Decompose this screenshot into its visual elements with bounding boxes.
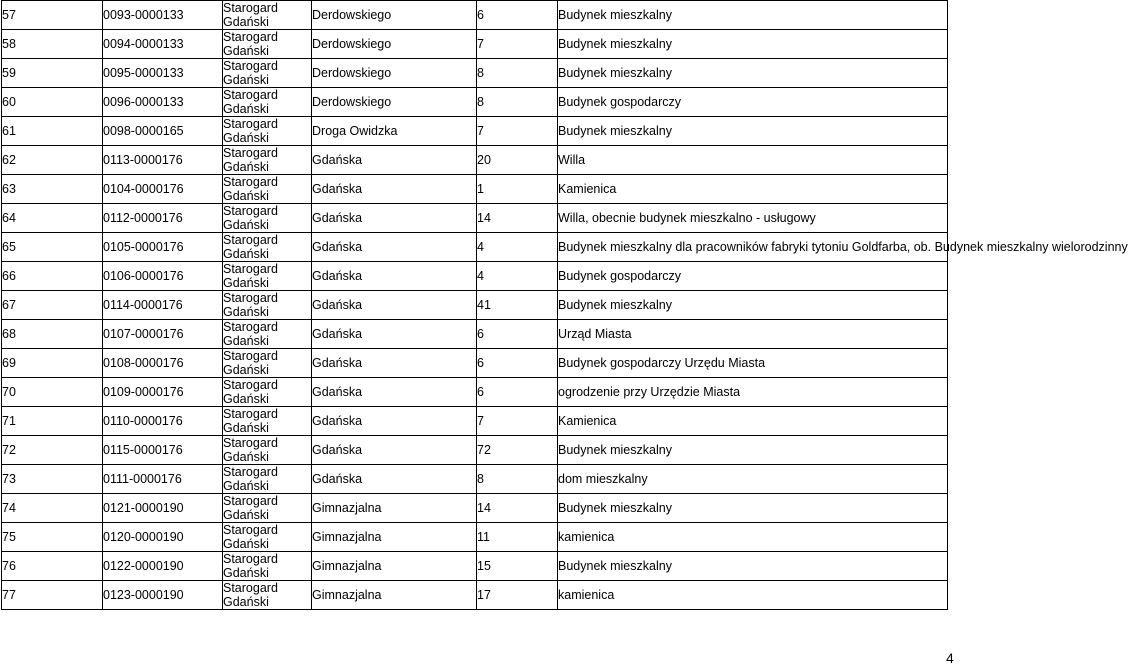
- town-line-1: Starogard: [223, 88, 278, 102]
- table-row: [2, 291, 948, 320]
- register-id-cell: 0107-0000176: [103, 320, 223, 349]
- register-id-cell: 0113-0000176: [103, 146, 223, 175]
- town-cell: [223, 117, 312, 146]
- description-cell: Budynek mieszkalny: [558, 436, 948, 465]
- monument-register-table: [1, 0, 1128, 610]
- row-number-cell: 65: [2, 233, 103, 262]
- street-cell: Gdańska: [312, 349, 477, 378]
- town-line-1: Starogard: [223, 117, 278, 131]
- row-number-cell: 60: [2, 88, 103, 117]
- register-id-cell: 0111-0000176: [103, 465, 223, 494]
- town-line-1: Starogard: [223, 146, 278, 160]
- town-cell: [223, 291, 312, 320]
- town-line-2: Gdański: [223, 566, 269, 580]
- town-line-1: Starogard: [223, 378, 278, 392]
- town-cell: [223, 204, 312, 233]
- description-cell: Budynek mieszkalny: [558, 1, 948, 30]
- town-line-2: Gdański: [223, 450, 269, 464]
- town-cell: [223, 146, 312, 175]
- description-cell: Budynek mieszkalny: [558, 494, 948, 523]
- street-cell: Derdowskiego: [312, 59, 477, 88]
- street-cell: Gdańska: [312, 175, 477, 204]
- street-cell: Derdowskiego: [312, 1, 477, 30]
- register-id-cell: 0120-0000190: [103, 523, 223, 552]
- row-number-cell: 72: [2, 436, 103, 465]
- town-line-2: Gdański: [223, 392, 269, 406]
- town-cell: [223, 552, 312, 581]
- description-cell: Budynek gospodarczy Urzędu Miasta: [558, 349, 948, 378]
- town-line-2: Gdański: [223, 218, 269, 232]
- table-row: [2, 88, 948, 117]
- description-cell: Budynek mieszkalny: [558, 552, 948, 581]
- table-row: [2, 59, 948, 88]
- town-cell: [223, 494, 312, 523]
- register-id-cell: 0114-0000176: [103, 291, 223, 320]
- description-cell: Willa, obecnie budynek mieszkalno - usługowy: [558, 204, 948, 233]
- town-line-1: Starogard: [223, 349, 278, 363]
- table-row: [2, 581, 948, 610]
- town-line-2: Gdański: [223, 131, 269, 145]
- town-line-2: Gdański: [223, 479, 269, 493]
- page-number: 4: [946, 650, 954, 666]
- town-line-1: Starogard: [223, 262, 278, 276]
- town-cell: [223, 1, 312, 30]
- description-cell: kamienica: [558, 523, 948, 552]
- description-cell: Kamienica: [558, 175, 948, 204]
- town-line-2: Gdański: [223, 73, 269, 87]
- town-line-2: Gdański: [223, 595, 269, 609]
- row-number-cell: 74: [2, 494, 103, 523]
- row-number-cell: 64: [2, 204, 103, 233]
- house-number-cell: 7: [477, 30, 558, 59]
- street-cell: Gdańska: [312, 407, 477, 436]
- house-number-cell: 7: [477, 117, 558, 146]
- row-number-cell: 77: [2, 581, 103, 610]
- description-cell: Budynek gospodarczy: [558, 262, 948, 291]
- row-number-cell: 68: [2, 320, 103, 349]
- town-line-1: Starogard: [223, 30, 278, 44]
- town-line-2: Gdański: [223, 363, 269, 377]
- street-cell: Derdowskiego: [312, 30, 477, 59]
- street-cell: Droga Owidzka: [312, 117, 477, 146]
- table-row: [2, 494, 948, 523]
- town-cell: [223, 349, 312, 378]
- description-cell: Urząd Miasta: [558, 320, 948, 349]
- town-line-2: Gdański: [223, 44, 269, 58]
- town-line-1: Starogard: [223, 494, 278, 508]
- table-row: [2, 436, 948, 465]
- town-cell: [223, 88, 312, 117]
- register-id-cell: 0096-0000133: [103, 88, 223, 117]
- house-number-cell: 11: [477, 523, 558, 552]
- register-id-cell: 0108-0000176: [103, 349, 223, 378]
- town-cell: [223, 30, 312, 59]
- street-cell: Gimnazjalna: [312, 494, 477, 523]
- town-line-2: Gdański: [223, 508, 269, 522]
- description-cell: Willa: [558, 146, 948, 175]
- register-id-cell: 0105-0000176: [103, 233, 223, 262]
- street-cell: Gdańska: [312, 378, 477, 407]
- register-id-cell: 0104-0000176: [103, 175, 223, 204]
- house-number-cell: 8: [477, 88, 558, 117]
- description-cell: Budynek mieszkalny dla pracowników fabryki tytoniu Goldfarba, ob. Budynek mieszkalny wielorodzinny: [558, 233, 948, 262]
- register-id-cell: 0106-0000176: [103, 262, 223, 291]
- description-cell: Kamienica: [558, 407, 948, 436]
- house-number-cell: 17: [477, 581, 558, 610]
- table-row: [2, 552, 948, 581]
- street-cell: Gdańska: [312, 233, 477, 262]
- row-number-cell: 63: [2, 175, 103, 204]
- row-number-cell: 59: [2, 59, 103, 88]
- town-line-2: Gdański: [223, 276, 269, 290]
- town-cell: [223, 378, 312, 407]
- town-line-1: Starogard: [223, 204, 278, 218]
- register-id-cell: 0098-0000165: [103, 117, 223, 146]
- town-cell: [223, 523, 312, 552]
- table-row: [2, 320, 948, 349]
- house-number-cell: 6: [477, 1, 558, 30]
- register-id-cell: 0115-0000176: [103, 436, 223, 465]
- house-number-cell: 4: [477, 262, 558, 291]
- table-row: [2, 349, 948, 378]
- town-line-1: Starogard: [223, 59, 278, 73]
- register-id-cell: 0093-0000133: [103, 1, 223, 30]
- house-number-cell: 6: [477, 378, 558, 407]
- house-number-cell: 6: [477, 349, 558, 378]
- town-cell: [223, 59, 312, 88]
- description-cell: ogrodzenie przy Urzędzie Miasta: [558, 378, 948, 407]
- street-cell: Gdańska: [312, 262, 477, 291]
- street-cell: Gdańska: [312, 146, 477, 175]
- description-cell: Budynek mieszkalny: [558, 59, 948, 88]
- row-number-cell: 76: [2, 552, 103, 581]
- street-cell: Gdańska: [312, 291, 477, 320]
- table-row: [2, 407, 948, 436]
- description-cell: Budynek mieszkalny: [558, 291, 948, 320]
- table-row: [2, 146, 948, 175]
- register-id-cell: 0122-0000190: [103, 552, 223, 581]
- house-number-cell: 14: [477, 204, 558, 233]
- register-id-cell: 0123-0000190: [103, 581, 223, 610]
- table-row: [2, 523, 948, 552]
- row-number-cell: 57: [2, 1, 103, 30]
- row-number-cell: 69: [2, 349, 103, 378]
- table-row: [2, 233, 948, 262]
- description-cell: Budynek gospodarczy: [558, 88, 948, 117]
- street-cell: Gdańska: [312, 320, 477, 349]
- table-row: [2, 1, 948, 30]
- house-number-cell: 41: [477, 291, 558, 320]
- house-number-cell: 8: [477, 465, 558, 494]
- street-cell: Gdańska: [312, 436, 477, 465]
- town-line-1: Starogard: [223, 1, 278, 15]
- house-number-cell: 20: [477, 146, 558, 175]
- town-cell: [223, 407, 312, 436]
- town-line-2: Gdański: [223, 15, 269, 29]
- table-row: [2, 204, 948, 233]
- house-number-cell: 7: [477, 407, 558, 436]
- town-cell: [223, 436, 312, 465]
- row-number-cell: 66: [2, 262, 103, 291]
- register-id-cell: 0112-0000176: [103, 204, 223, 233]
- town-line-2: Gdański: [223, 247, 269, 261]
- row-number-cell: 67: [2, 291, 103, 320]
- row-number-cell: 71: [2, 407, 103, 436]
- town-cell: [223, 581, 312, 610]
- town-line-1: Starogard: [223, 320, 278, 334]
- town-line-1: Starogard: [223, 175, 278, 189]
- town-line-1: Starogard: [223, 465, 278, 479]
- street-cell: Gdańska: [312, 204, 477, 233]
- town-line-2: Gdański: [223, 537, 269, 551]
- row-number-cell: 73: [2, 465, 103, 494]
- description-cell: kamienica: [558, 581, 948, 610]
- town-line-1: Starogard: [223, 407, 278, 421]
- table-row: [2, 117, 948, 146]
- town-line-1: Starogard: [223, 523, 278, 537]
- row-number-cell: 70: [2, 378, 103, 407]
- register-body: [2, 1, 1128, 610]
- table-row: [2, 262, 948, 291]
- description-cell: Budynek mieszkalny: [558, 117, 948, 146]
- town-cell: [223, 175, 312, 204]
- register-id-cell: 0094-0000133: [103, 30, 223, 59]
- town-line-1: Starogard: [223, 581, 278, 595]
- row-number-cell: 75: [2, 523, 103, 552]
- town-line-1: Starogard: [223, 436, 278, 450]
- table-row: [2, 378, 948, 407]
- street-cell: Derdowskiego: [312, 88, 477, 117]
- register-id-cell: 0095-0000133: [103, 59, 223, 88]
- table-row: [2, 465, 948, 494]
- row-number-cell: 61: [2, 117, 103, 146]
- house-number-cell: 1: [477, 175, 558, 204]
- town-line-2: Gdański: [223, 189, 269, 203]
- town-line-2: Gdański: [223, 305, 269, 319]
- house-number-cell: 6: [477, 320, 558, 349]
- house-number-cell: 72: [477, 436, 558, 465]
- town-line-2: Gdański: [223, 160, 269, 174]
- description-cell: dom mieszkalny: [558, 465, 948, 494]
- street-cell: Gimnazjalna: [312, 581, 477, 610]
- house-number-cell: 8: [477, 59, 558, 88]
- register-id-cell: 0109-0000176: [103, 378, 223, 407]
- street-cell: Gdańska: [312, 465, 477, 494]
- table-row: [2, 175, 948, 204]
- town-line-2: Gdański: [223, 334, 269, 348]
- town-cell: [223, 465, 312, 494]
- house-number-cell: 15: [477, 552, 558, 581]
- table-row: [2, 30, 948, 59]
- register-id-cell: 0110-0000176: [103, 407, 223, 436]
- town-line-2: Gdański: [223, 421, 269, 435]
- town-line-1: Starogard: [223, 233, 278, 247]
- town-cell: [223, 233, 312, 262]
- town-line-1: Starogard: [223, 291, 278, 305]
- row-number-cell: 62: [2, 146, 103, 175]
- town-cell: [223, 262, 312, 291]
- town-line-2: Gdański: [223, 102, 269, 116]
- town-line-1: Starogard: [223, 552, 278, 566]
- street-cell: Gimnazjalna: [312, 523, 477, 552]
- row-number-cell: 58: [2, 30, 103, 59]
- house-number-cell: 4: [477, 233, 558, 262]
- town-cell: [223, 320, 312, 349]
- house-number-cell: 14: [477, 494, 558, 523]
- street-cell: Gimnazjalna: [312, 552, 477, 581]
- description-cell: Budynek mieszkalny: [558, 30, 948, 59]
- register-id-cell: 0121-0000190: [103, 494, 223, 523]
